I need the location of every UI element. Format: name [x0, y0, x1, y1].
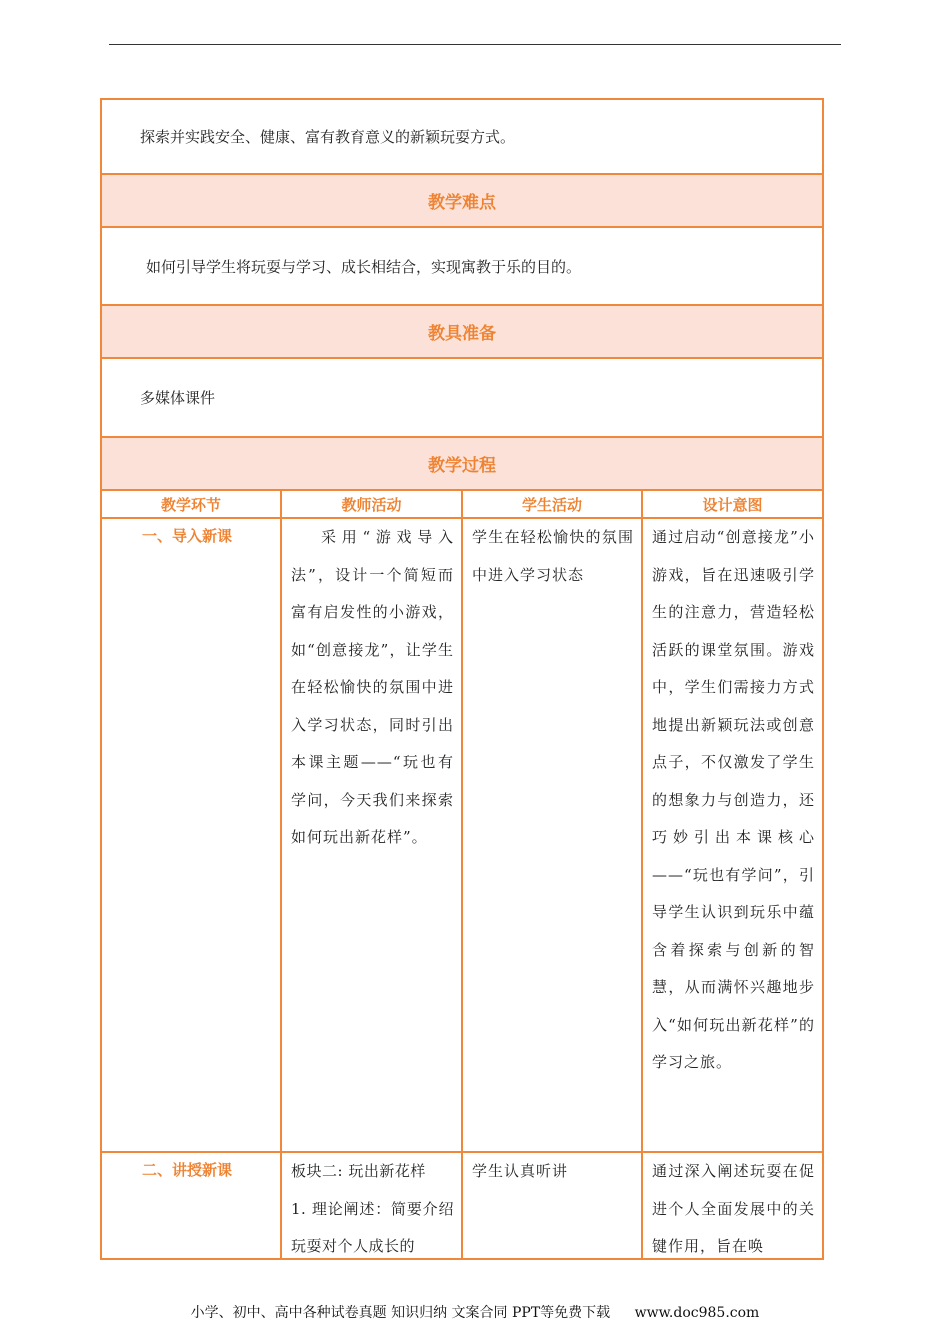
- table-row: [102, 519, 822, 1153]
- column-header-teacher: 教师活动: [282, 491, 463, 517]
- key-point-text: 探索并实践安全、健康、富有教育意义的新颖玩耍方式。: [140, 128, 516, 146]
- design-intent-cell: 通过启动“创意接龙”小游戏，旨在迅速吸引学生的注意力，营造轻松活跃的课堂氛围。游戏中，学生们需接力方式地提出新颖玩法或创意点子，不仅激发了学生的想象力与创造力，还巧妙引出本课核心——“玩也有学问”，引导学生认识到玩乐中蕴含着探索与创新的智慧，从而满怀兴趣地步入“如何玩出新花样”的学习之旅。: [652, 528, 815, 1071]
- materials-row: [102, 359, 822, 438]
- process-heading: 教学过程: [102, 438, 822, 491]
- teacher-activity-text: 1. 理论阐述：简要介绍玩耍对个人成长的: [291, 1199, 454, 1255]
- header-rule: [109, 44, 841, 45]
- materials-heading: 教具准备: [102, 306, 822, 359]
- student-activity-cell: 学生认真听讲: [463, 1153, 643, 1258]
- difficulty-row: [102, 228, 822, 306]
- stage-cell: 二、讲授新课: [102, 1153, 282, 1258]
- table-row: [102, 1153, 822, 1258]
- process-column-headers: [102, 491, 822, 519]
- stage-cell: 一、导入新课: [102, 519, 282, 1151]
- footer-text: 小学、初中、高中各种试卷真题 知识归纳 文案合同 PPT等免费下载: [190, 1305, 611, 1321]
- page-footer: [0, 1302, 950, 1322]
- design-intent-cell: 通过深入阐述玩耍在促进个人全面发展中的关键作用，旨在唤: [652, 1162, 815, 1255]
- difficulty-text: 如何引导学生将玩耍与学习、成长相结合，实现寓教于乐的目的。: [146, 257, 582, 276]
- lesson-plan-table: [100, 98, 824, 1260]
- student-activity-cell: 学生在轻松愉快的氛围中进入学习状态: [463, 519, 643, 1151]
- column-header-stage: 教学环节: [102, 491, 282, 517]
- footer-url: www.doc985.com: [634, 1305, 760, 1321]
- key-point-row: [102, 100, 822, 175]
- materials-text: 多媒体课件: [140, 389, 216, 407]
- teacher-activity-cell: [282, 1153, 463, 1258]
- teacher-activity-title: 板块二: 玩出新花样: [291, 1162, 426, 1180]
- difficulty-heading: 教学难点: [102, 175, 822, 228]
- teacher-activity-cell: 采用“游戏导入法”，设计一个简短而富有启发性的小游戏，如“创意接龙”，让学生在轻松愉快的氛围中进入学习状态，同时引出本课主题——“玩也有学问，今天我们来探索如何玩出新花样”。: [282, 519, 463, 1151]
- column-header-student: 学生活动: [463, 491, 643, 517]
- column-header-intent: 设计意图: [702, 495, 763, 514]
